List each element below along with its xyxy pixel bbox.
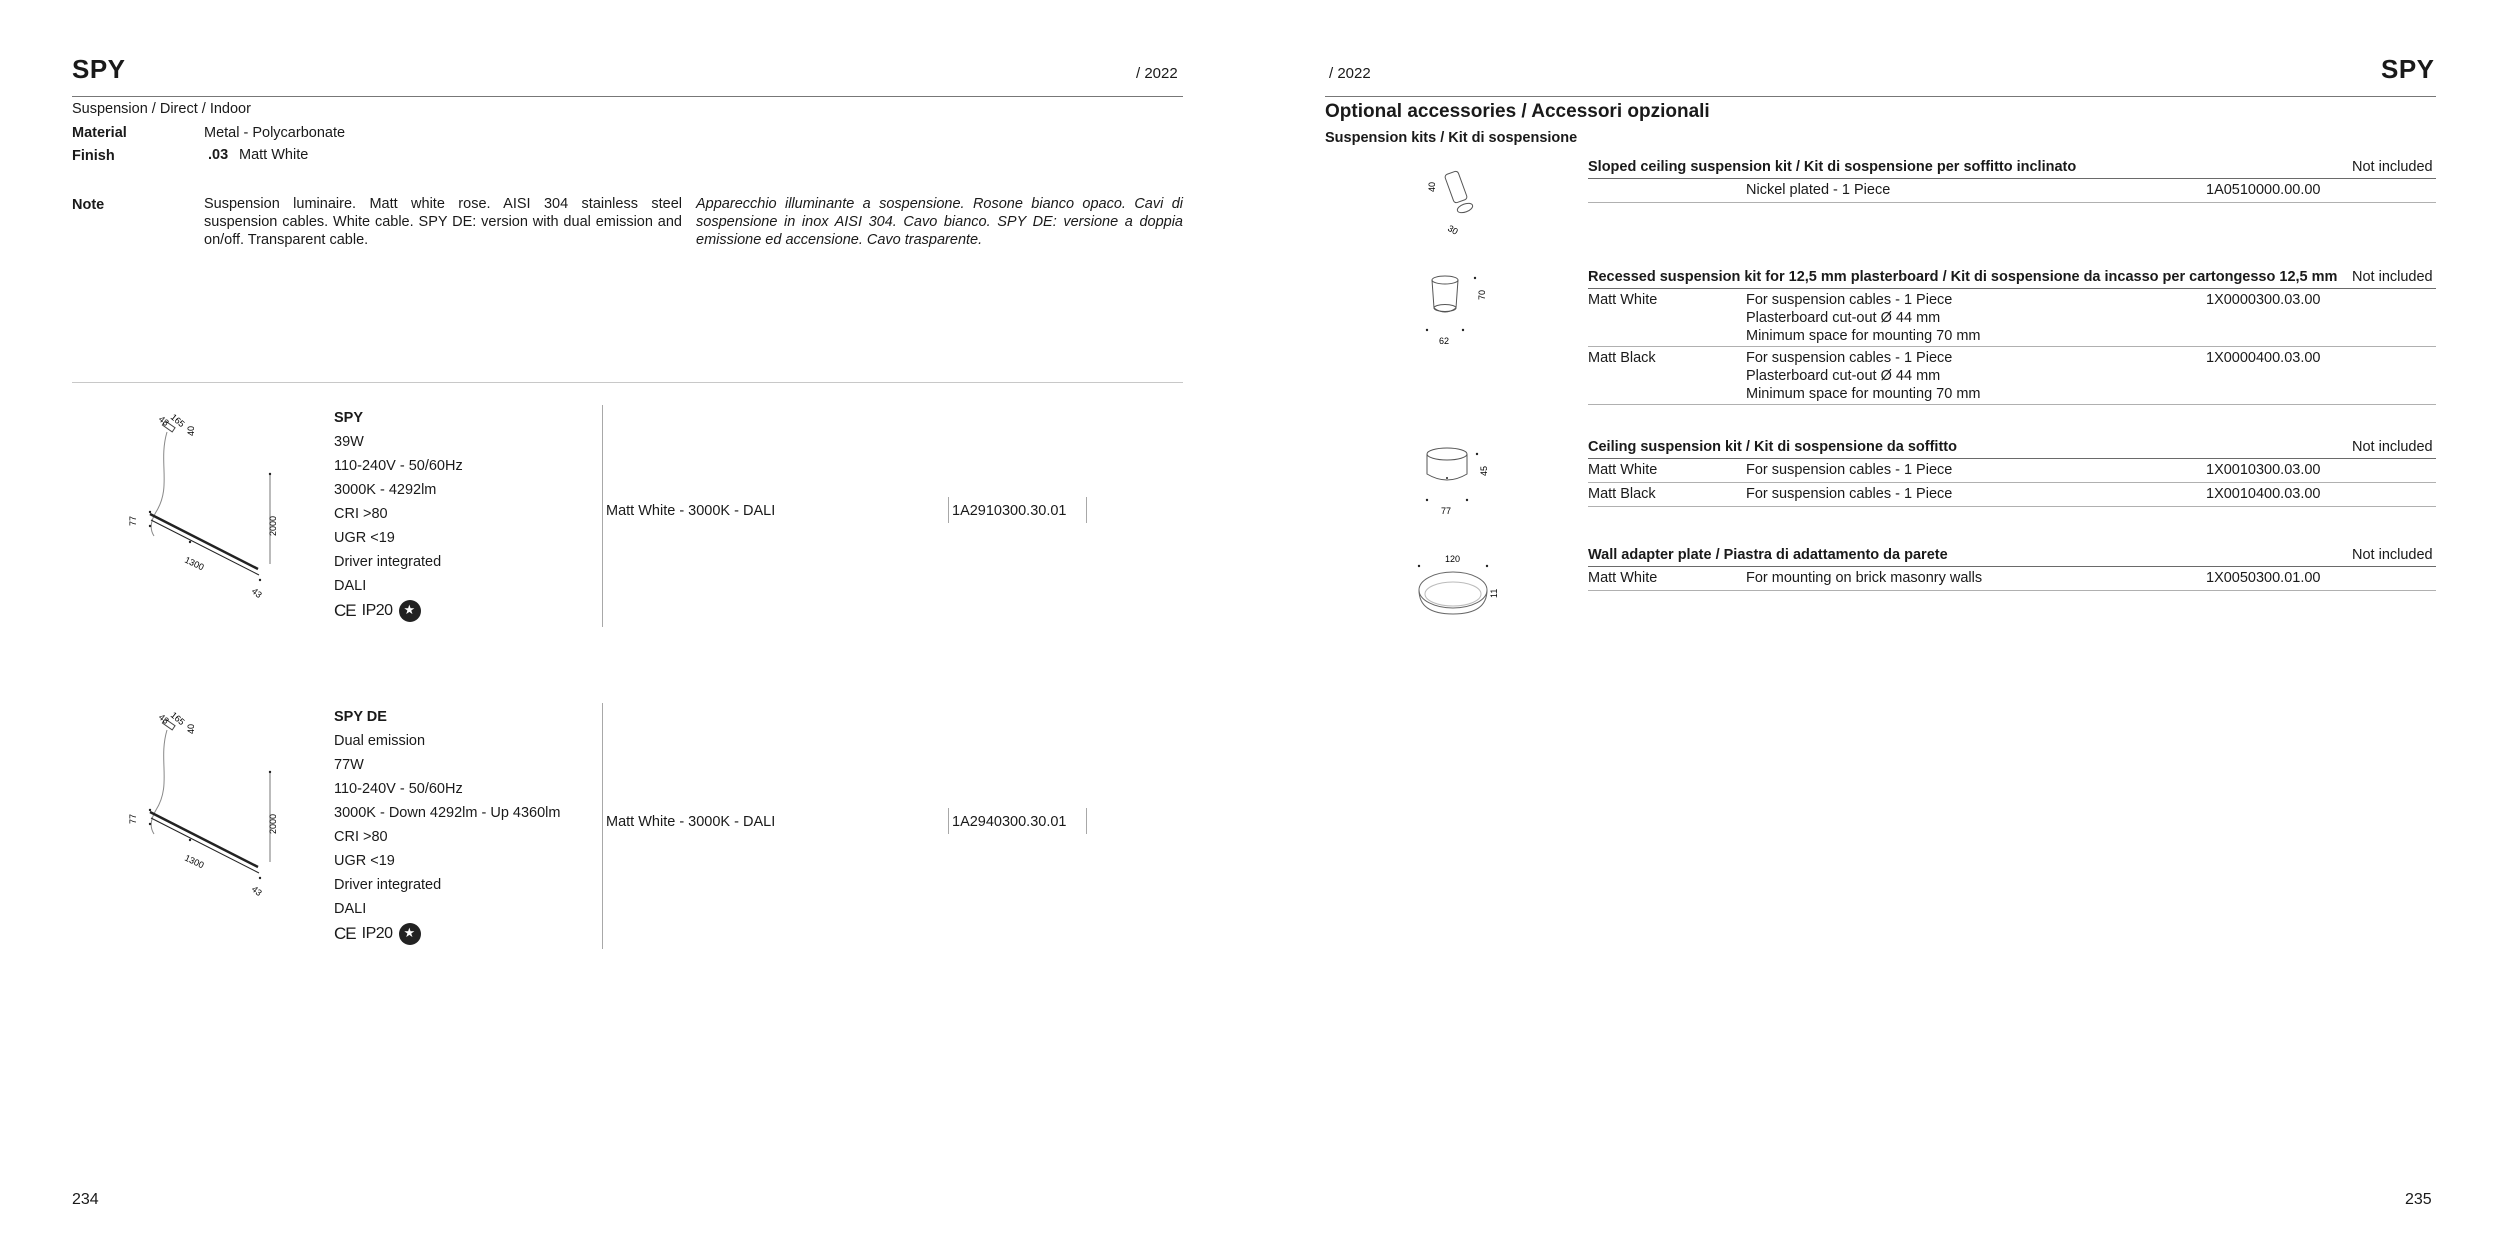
spec-line: DALI (334, 578, 367, 594)
spy-de-dim-end: 43 (249, 883, 264, 898)
right-brand-title: SPY (2381, 54, 2435, 84)
accessory-code: 1A0510000.00.00 (2206, 182, 2321, 198)
row-rule (1588, 404, 2436, 405)
accessory-description: Plasterboard cut-out Ø 44 mm (1746, 368, 1941, 384)
spec-line: 77W (334, 757, 364, 773)
accessory-code: 1X0010300.03.00 (2206, 462, 2321, 478)
certification-icon (399, 600, 421, 622)
spec-line: UGR <19 (334, 530, 395, 546)
ip-rating: IP20 (361, 925, 393, 942)
spec-line: CRI >80 (334, 829, 388, 845)
material-label: Material (72, 125, 127, 141)
sloped-kit-drawing (1415, 160, 1505, 240)
spy-dim-d1: 165 (168, 411, 187, 430)
section-title: Optional accessories / Accessori opzionali (1325, 101, 1710, 122)
accessory-code: 1X0010400.03.00 (2206, 486, 2321, 502)
accessory-description: Minimum space for mounting 70 mm (1746, 386, 1981, 402)
product-config: Matt White - 3000K - DALI (606, 814, 776, 830)
accessory-rule (1588, 178, 2436, 179)
accessory-status: Not included (2352, 439, 2433, 455)
accessory-code: 1X0000400.03.00 (2206, 350, 2321, 366)
left-section-rule (72, 382, 1183, 383)
accessory-status: Not included (2352, 547, 2433, 563)
spec-line: 39W (334, 434, 364, 450)
certification-marks (334, 600, 421, 622)
sloped-kit-dim-a: 40 (1427, 181, 1437, 192)
column-divider (602, 703, 603, 949)
spy-de-dim-length: 1300 (183, 852, 206, 871)
ce-mark: CE (334, 601, 356, 620)
row-rule (1588, 590, 2436, 591)
material-value: Metal - Polycarbonate (204, 125, 346, 141)
finish-label: Finish (72, 148, 115, 164)
spec-line: 110-240V - 50/60Hz (334, 781, 463, 797)
row-rule (1588, 482, 2436, 483)
accessory-status: Not included (2352, 269, 2433, 285)
accessory-title: Sloped ceiling suspension kit / Kit di sospensione per soffitto inclinato (1588, 159, 2077, 175)
spy-de-dim-d2: 43 (156, 711, 171, 726)
product-code: 1A2910300.30.01 (952, 503, 1067, 519)
accessory-description: For suspension cables - 1 Piece (1746, 350, 1953, 366)
row-finish: Matt White (1588, 462, 1658, 478)
accessory-rule (1588, 458, 2436, 459)
code-divider (948, 808, 949, 834)
code-divider (1086, 497, 1087, 523)
accessory-description: For suspension cables - 1 Piece (1746, 486, 1953, 502)
product-name: SPY (334, 410, 364, 426)
category-label: Suspension / Direct / Indoor (72, 101, 251, 117)
spy-dim-d2: 43 (156, 413, 171, 428)
spec-line: Driver integrated (334, 554, 442, 570)
spy-dim-length: 1300 (183, 554, 206, 573)
accessory-description: For suspension cables - 1 Piece (1746, 462, 1953, 478)
product-name: SPY DE (334, 709, 387, 725)
row-rule (1588, 346, 2436, 347)
accessory-rule (1588, 288, 2436, 289)
spy-dim-drop: 2000 (268, 515, 278, 536)
spy-de-dim-d1: 165 (168, 709, 187, 728)
row-rule (1588, 202, 2436, 203)
spec-line: DALI (334, 901, 367, 917)
spec-line: UGR <19 (334, 853, 395, 869)
left-brand-title: SPY (72, 54, 126, 84)
accessory-title: Ceiling suspension kit / Kit di sospensione da soffitto (1588, 439, 1957, 455)
row-finish: Matt White (1588, 570, 1658, 586)
ceiling-kit-dim-a: 45 (1479, 465, 1489, 476)
spy-dim-width: 77 (128, 515, 138, 526)
accessory-description: Nickel plated - 1 Piece (1746, 182, 1891, 198)
accessory-description: For suspension cables - 1 Piece (1746, 292, 1953, 308)
finish-value: Matt White (239, 147, 309, 163)
spy-de-dim-drop: 2000 (268, 813, 278, 834)
spec-line: Driver integrated (334, 877, 442, 893)
accessory-status: Not included (2352, 159, 2433, 175)
row-finish: Matt Black (1588, 350, 1656, 366)
accessory-title: Wall adapter plate / Piastra di adattamento da parete (1588, 547, 1948, 563)
right-page-number: 235 (2405, 1191, 2432, 1208)
finish-code: .03 (208, 147, 229, 163)
spy-dimension-drawing (120, 402, 300, 602)
left-page-number: 234 (72, 1191, 99, 1208)
accessory-description: For mounting on brick masonry walls (1746, 570, 1983, 586)
spec-line: 3000K - 4292lm (334, 482, 437, 498)
certification-icon (399, 923, 421, 945)
accessory-title: Recessed suspension kit for 12,5 mm plasterboard / Kit di sospensione da incasso per cartongesso 12,5 mm (1588, 269, 2338, 285)
ip-rating: IP20 (361, 602, 393, 619)
wall-plate-drawing (1405, 548, 1515, 638)
row-rule (1588, 506, 2436, 507)
row-finish: Matt White (1588, 292, 1658, 308)
accessory-code: 1X0050300.01.00 (2206, 570, 2321, 586)
recessed-kit-dim-a: 70 (1477, 289, 1487, 300)
spec-line: Dual emission (334, 733, 426, 749)
spy-de-dim-d3: 40 (186, 723, 196, 734)
spy-dim-end: 43 (249, 585, 264, 600)
left-header-rule (72, 96, 1183, 97)
ce-mark: CE (334, 924, 356, 943)
accessory-description: Minimum space for mounting 70 mm (1746, 328, 1981, 344)
note-english: Suspension luminaire. Matt white rose. AISI 304 stainless steel suspension cables. White cable. SPY DE: version with dual emission and on/off. Transparent cable. (204, 196, 682, 248)
spy-dim-d3: 40 (186, 425, 196, 436)
product-config: Matt White - 3000K - DALI (606, 503, 776, 519)
code-divider (1086, 808, 1087, 834)
ceiling-kit-drawing (1415, 440, 1505, 520)
accessory-rule (1588, 566, 2436, 567)
left-year: / 2022 (1136, 65, 1178, 82)
spec-line: CRI >80 (334, 506, 388, 522)
product-code: 1A2940300.30.01 (952, 814, 1067, 830)
accessory-code: 1X0000300.03.00 (2206, 292, 2321, 308)
right-year: / 2022 (1329, 65, 1371, 82)
certification-marks (334, 923, 421, 945)
row-finish: Matt Black (1588, 486, 1656, 502)
wall-plate-dim-b: 11 (1489, 588, 1499, 598)
recessed-kit-drawing (1415, 268, 1505, 348)
spy-de-dimension-drawing (120, 700, 300, 900)
recessed-kit-dim-b: 62 (1439, 336, 1450, 346)
code-divider (948, 497, 949, 523)
spec-line: 3000K - Down 4292lm - Up 4360lm (334, 805, 561, 821)
spy-de-dim-width: 77 (128, 813, 138, 824)
sloped-kit-dim-b: 30 (1446, 223, 1460, 237)
spec-line: 110-240V - 50/60Hz (334, 458, 463, 474)
section-subtitle: Suspension kits / Kit di sospensione (1325, 130, 1578, 146)
note-italian: Apparecchio illuminante a sospensione. Rosone bianco opaco. Cavi di sospensione in inox AISI 304. Cavo bianco. SPY DE: versione a doppia emissione ed accensione. Cavo trasparente. (696, 196, 1183, 248)
ceiling-kit-dim-b: 77 (1441, 506, 1452, 516)
note-label: Note (72, 197, 105, 213)
column-divider (602, 405, 603, 627)
right-header-rule (1325, 96, 2436, 97)
accessory-description: Plasterboard cut-out Ø 44 mm (1746, 310, 1941, 326)
wall-plate-dim-a: 120 (1445, 554, 1461, 564)
